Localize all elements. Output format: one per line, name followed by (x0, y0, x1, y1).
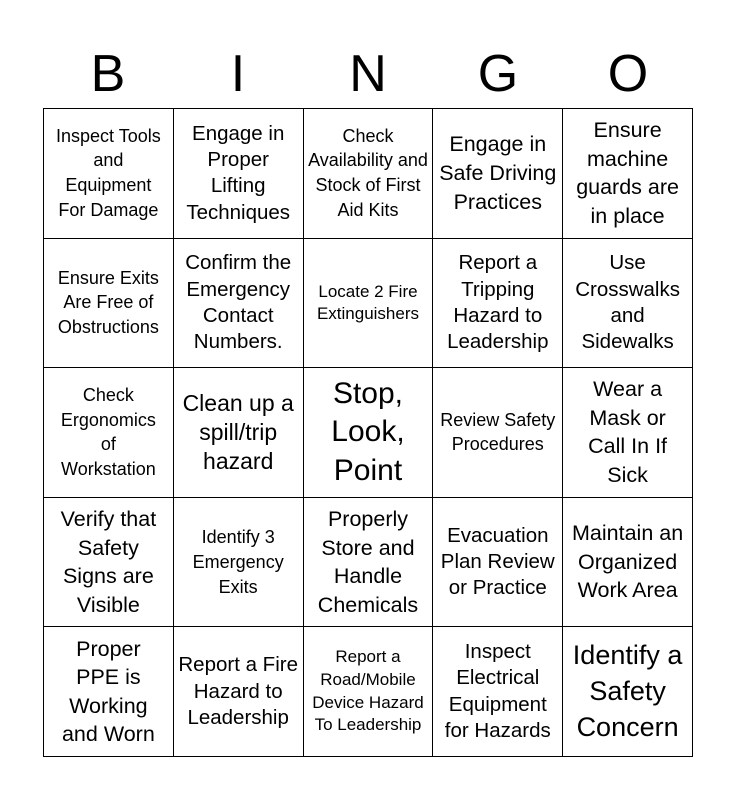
bingo-cell-b2 (44, 239, 174, 369)
bingo-cell-g5 (433, 627, 563, 757)
cell-text: Review Safety Procedures (440, 409, 556, 455)
cell-text: Check Ergonomics of Workstation (60, 384, 156, 480)
cell-text: Report a Tripping Hazard to Leadership (447, 251, 549, 354)
cell-text: Ensure Exits Are Free of Obstructions (57, 267, 159, 338)
bingo-header (43, 40, 693, 108)
bingo-cell-o5 (563, 627, 693, 757)
bingo-cell-n4 (304, 498, 434, 628)
bingo-cell-g3 (433, 368, 563, 498)
cell-text: Properly Store and Handle Chemicals (317, 506, 419, 617)
header-letter-i: I (230, 45, 246, 103)
cell-text: Clean up a spill/trip hazard (182, 390, 294, 474)
cell-text: Use Crosswalks and Sidewalks (575, 251, 680, 354)
bingo-cell-o1 (563, 109, 693, 239)
bingo-cell-n3 (304, 368, 434, 498)
header-letter-g: G (477, 45, 519, 103)
bingo-cell-o3 (563, 368, 693, 498)
cell-text: Inspect Electrical Equipment for Hazards (444, 640, 551, 742)
bingo-cell-b4 (44, 498, 174, 628)
header-letter-n: N (349, 45, 387, 103)
cell-text: Locate 2 Fire Extinguishers (316, 281, 420, 323)
cell-text: Proper PPE is Working and Worn (61, 636, 155, 747)
cell-text: Verify that Safety Signs are Visible (60, 506, 157, 617)
header-letter-o: O (607, 45, 649, 103)
cell-text: Engage in Proper Lifting Techniques (186, 121, 291, 224)
cell-text: Ensure machine guards are in place (576, 118, 679, 228)
cell-text: Identify a Safety Concern (572, 639, 683, 742)
cell-text: Evacuation Plan Review or Practice (440, 523, 555, 600)
bingo-cell-i3 (174, 368, 304, 498)
bingo-cell-g2 (433, 239, 563, 369)
header-letter-b: B (90, 45, 126, 103)
bingo-cell-b3 (44, 368, 174, 498)
bingo-cell-o2 (563, 239, 693, 369)
cell-text: Maintain an Organized Work Area (572, 521, 684, 603)
bingo-cell-i2 (174, 239, 304, 369)
bingo-cell-b5 (44, 627, 174, 757)
cell-text: Inspect Tools and Equipment For Damage (56, 125, 161, 221)
bingo-cell-o4 (563, 498, 693, 628)
bingo-cell-i1 (174, 109, 304, 239)
cell-text: Engage in Safe Driving Practices (439, 132, 557, 214)
cell-text: Wear a Mask or Call In If Sick (588, 377, 668, 488)
bingo-cell-n2 (304, 239, 434, 369)
cell-text: Stop, Look, Point (331, 376, 405, 487)
cell-text: Confirm the Emergency Contact Numbers. (185, 251, 292, 354)
cell-text: Check Availability and Stock of First Aid Kits (308, 125, 428, 221)
bingo-cell-n1 (304, 109, 434, 239)
bingo-cell-i4 (174, 498, 304, 628)
cell-text: Identify 3 Emergency Exits (192, 526, 284, 597)
bingo-cell-n5 (304, 627, 434, 757)
bingo-cell-b1 (44, 109, 174, 239)
bingo-cell-i5 (174, 627, 304, 757)
bingo-grid (43, 108, 693, 757)
cell-text: Report a Road/Mobile Device Hazard To Leadership (312, 647, 424, 735)
cell-text: Report a Fire Hazard to Leadership (178, 653, 298, 729)
bingo-cell-g4 (433, 498, 563, 628)
bingo-cell-g1 (433, 109, 563, 239)
